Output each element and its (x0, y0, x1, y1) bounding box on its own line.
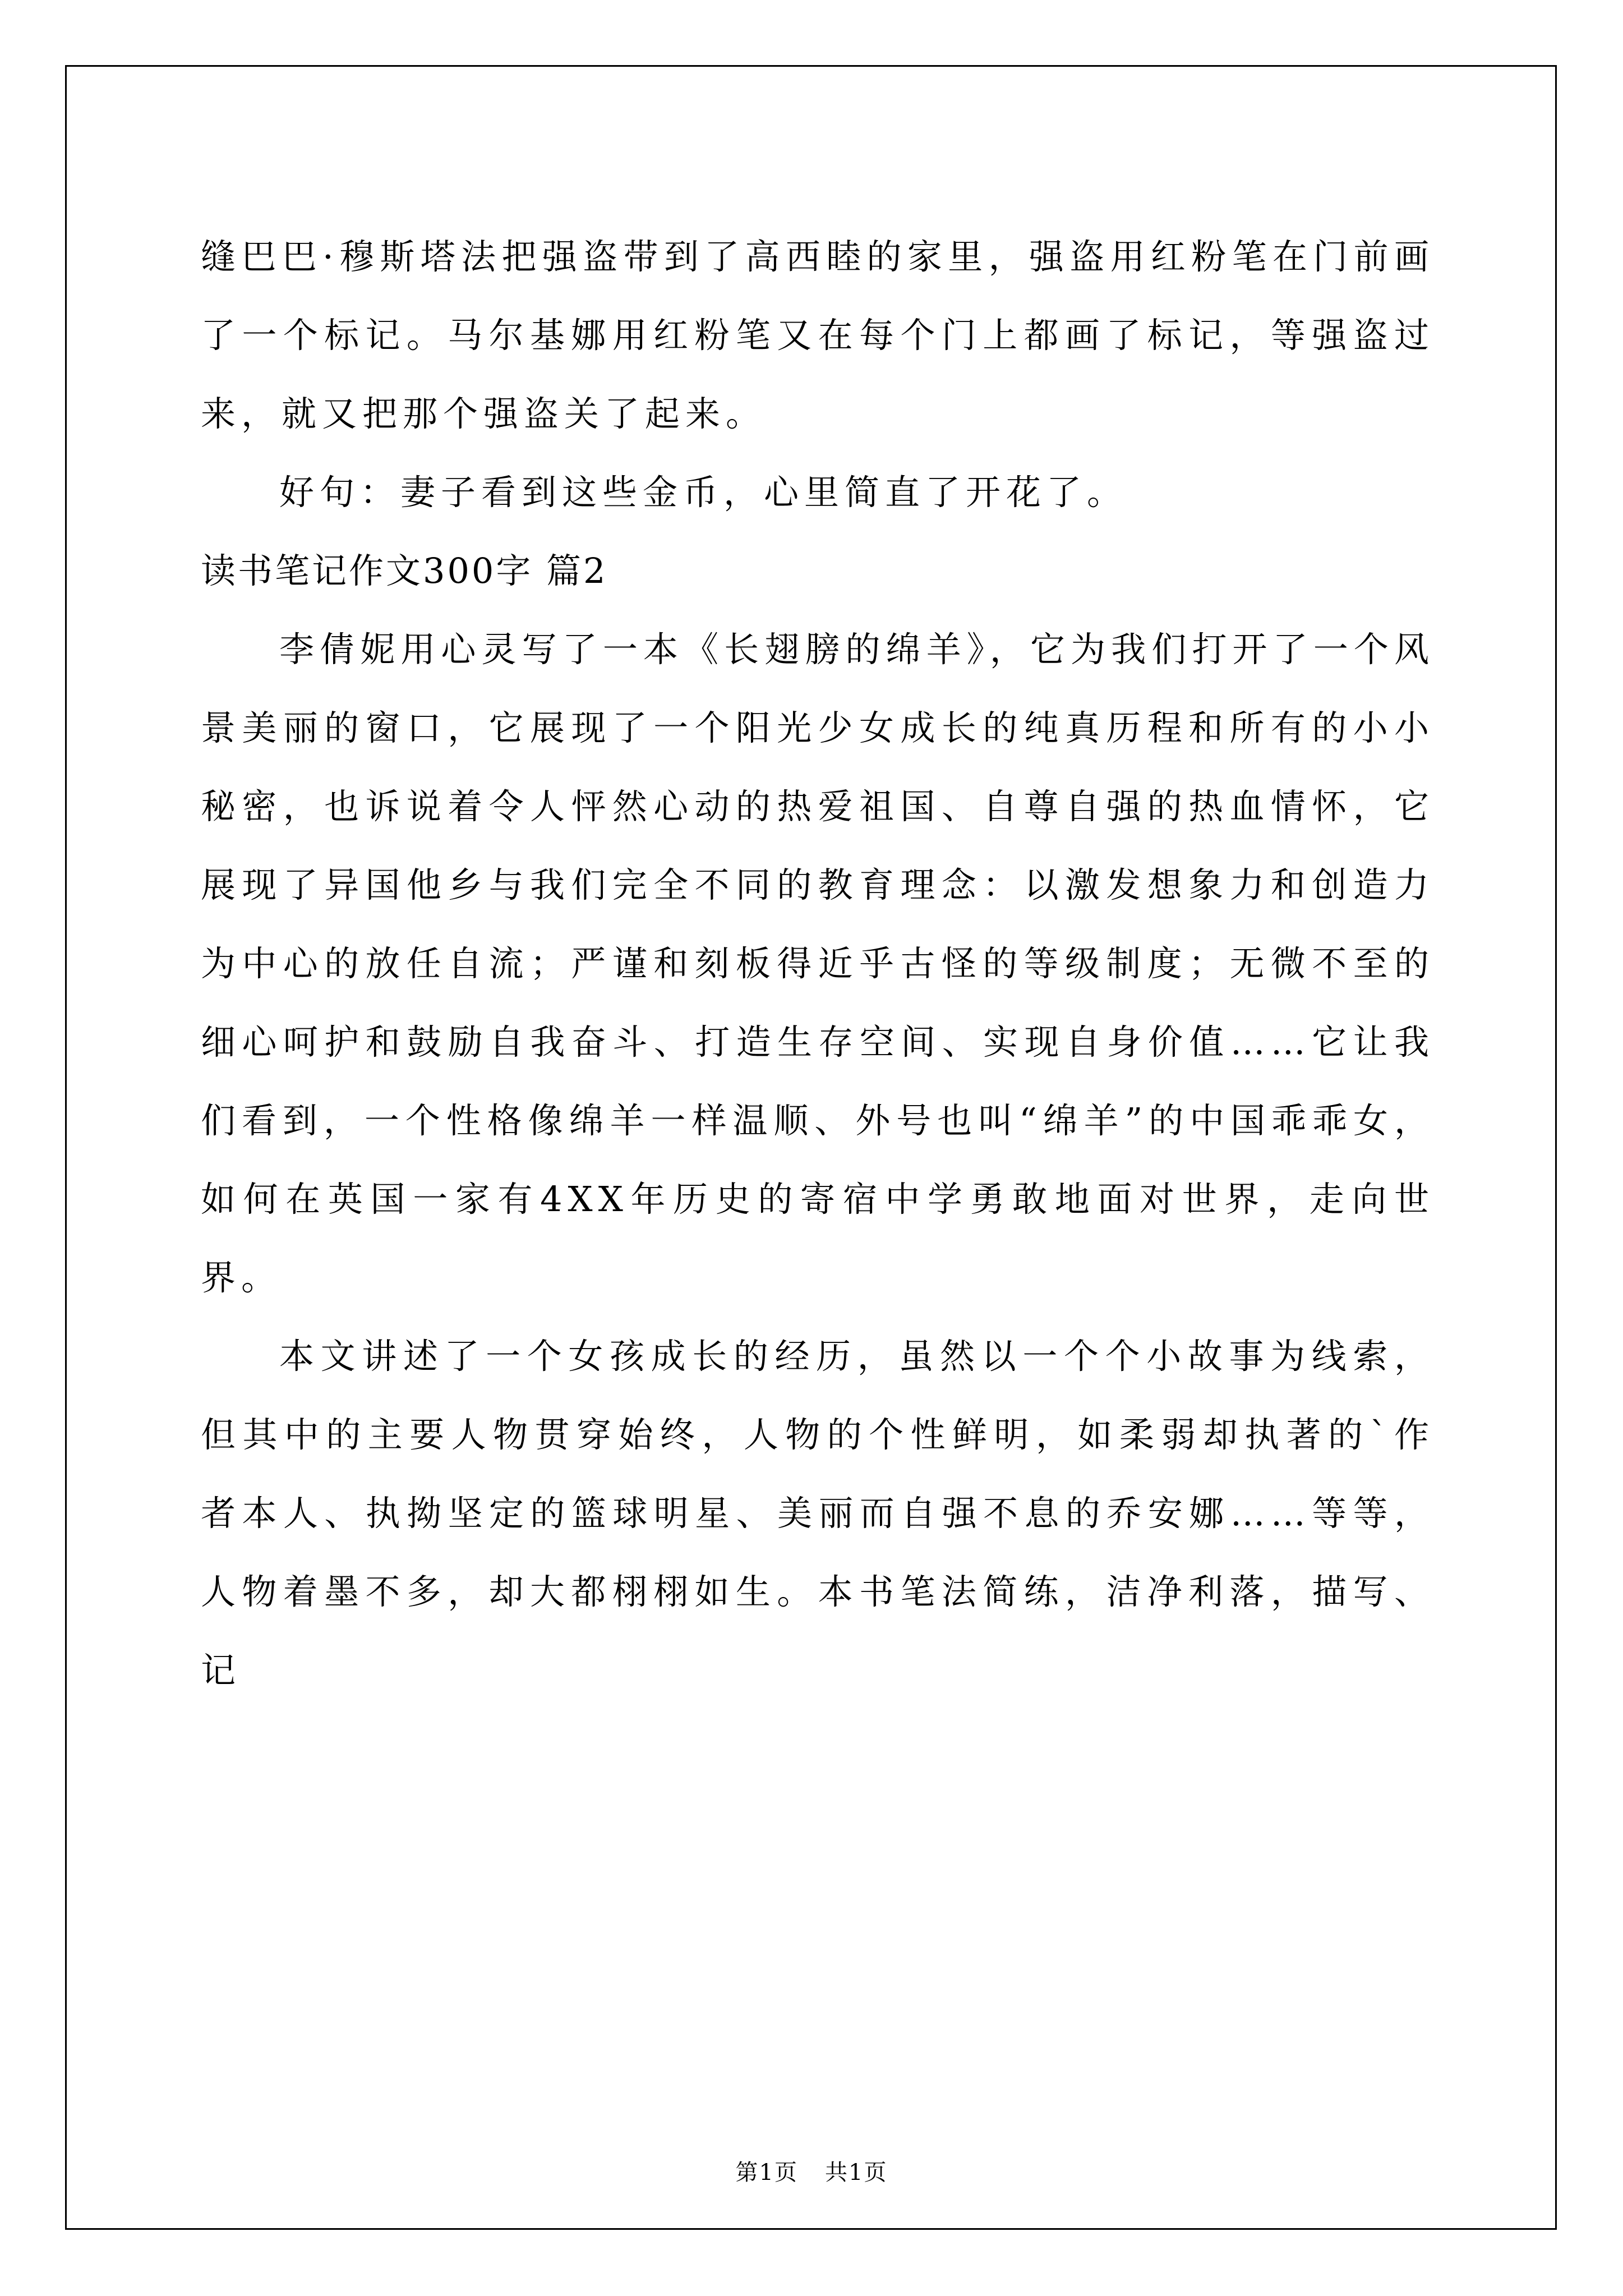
page-number: 第1页 (735, 2160, 798, 2185)
paragraph-book-intro: 李倩妮用心灵写了一本《长翅膀的绵羊》，它为我们打开了一个风景美丽的窗口，它展现了一个阳光少女成长的纯真历程和所有的小小秘密，也诉说着令人怦然心动的热爱祖国、自尊自强的热血情怀，它展现了异国他乡与我们完全不同的教育理念：以激发想象力和创造力为中心的放任自流；严谨和刻板得近乎古怪的等级制度；无微不至的细心呵护和鼓励自我奋斗、打造生存空间、实现自身价值……它让我们看到，一个性格像绵羊一样温顺、外号也叫“绵羊”的中国乖乖女，如何在英国一家有4XX年历史的寄宿中学勇敢地面对世界，走向世界。 (201, 629, 1435, 1298)
paragraph-story-summary: 缝巴巴·穆斯塔法把强盗带到了高西睦的家里，强盗用红粉笔在门前画了一个标记。马尔基娜用红粉笔又在每个门上都画了标记，等强盗过来，就又把那个强盗关了起来。 (201, 236, 1435, 434)
document-body (201, 218, 1435, 1710)
page-total: 共1页 (825, 2160, 888, 2185)
page-footer (0, 2159, 1623, 2187)
section-heading: 读书笔记作文300字 篇2 (201, 550, 608, 591)
paragraph-good-sentence: 好句：妻子看到这些金币，心里简直了开花了。 (279, 472, 1128, 513)
paragraph-book-review: 本文讲述了一个女孩成长的经历，虽然以一个个小故事为线索，但其中的主要人物贯穿始终，人物的个性鲜明，如柔弱却执著的`作者本人、执拗坚定的篮球明星、美丽而自强不息的乔安娜……等等，人物着墨不多，却大都栩栩如生。本书笔法简练，洁净利落，描写、记 (201, 1336, 1435, 1691)
